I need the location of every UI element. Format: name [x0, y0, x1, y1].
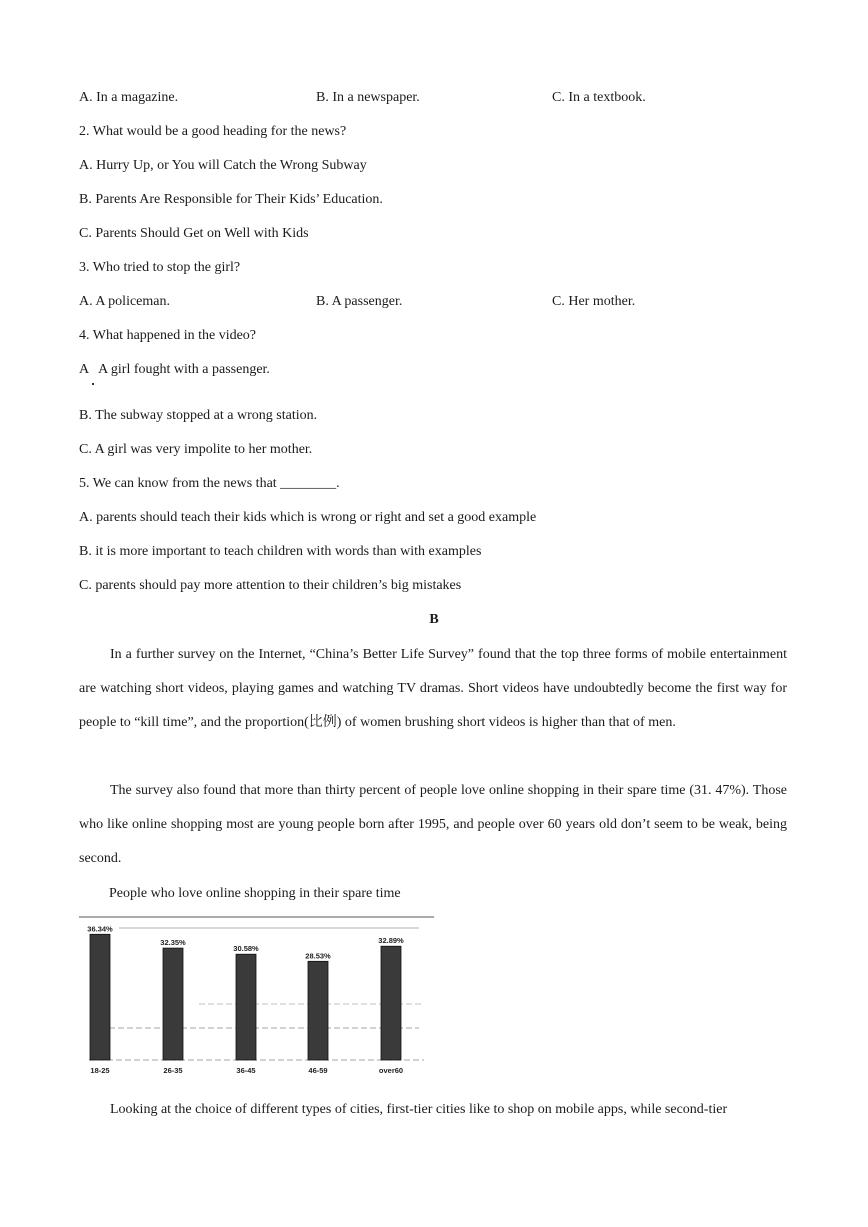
- q2-question: 2. What would be a good heading for the news?: [79, 124, 347, 139]
- chart-value-label: 32.35%: [160, 938, 186, 948]
- q4-option-c: C. A girl was very impolite to her mother.: [79, 442, 313, 457]
- q1-option-a: A. In a magazine.: [79, 90, 179, 105]
- chart-bar-36-45: [236, 954, 256, 1060]
- q2-option-a: A. Hurry Up, or You will Catch the Wrong Subway: [79, 158, 367, 173]
- q5-question: 5. We can know from the news that ________.: [79, 476, 340, 491]
- chart-caption: People who love online shopping in their spare time: [109, 886, 401, 901]
- chart-category-label: over60: [378, 1066, 404, 1075]
- q3-question: 3. Who tried to stop the girl?: [79, 260, 241, 275]
- stray-dot: [92, 383, 94, 385]
- q3-option-a: A. A policeman.: [79, 294, 170, 309]
- chart-bar-46-59: [308, 961, 328, 1060]
- q1-option-b: B. In a newspaper.: [316, 90, 420, 105]
- chart-category-label: 46-59: [308, 1066, 328, 1075]
- section-b-paragraph-1: [79, 638, 787, 740]
- chart-category-label: 36-45: [236, 1066, 256, 1075]
- chart-value-label: 28.53%: [305, 951, 331, 961]
- q4-option-a: A A girl fought with a passenger.: [79, 362, 270, 377]
- chart-category-label: 26-35: [163, 1066, 183, 1075]
- chart-category-labels: [90, 1066, 403, 1075]
- q2-option-c: C. Parents Should Get on Well with Kids: [79, 226, 309, 241]
- q3-option-b: B. A passenger.: [316, 294, 403, 309]
- chart-bar-18-25: [90, 934, 110, 1060]
- chart-value-label: 36.34%: [87, 924, 113, 934]
- chart-value-label: 32.89%: [378, 936, 404, 946]
- chart-category-label: 18-25: [90, 1066, 110, 1075]
- paragraph-2-text: The survey also found that more than thirty percent of people love online shopping in their spare time (31. 47%). Those who like online shopping most are young people born after 1995, and people over 60 years old don’t seem to be weak, being second.: [79, 783, 787, 866]
- online-shopping-bar-chart: [79, 914, 439, 1080]
- paragraph-1-text: In a further survey on the Internet, “China’s Better Life Survey” found that the top three forms of mobile entertainment are watching short videos, playing games and watching TV dramas. Short videos have undoubtedly become the first way for people to “kill time”, and the proportion(比例) of women brushing short videos is higher than that of men.: [79, 647, 787, 730]
- q5-option-b: B. it is more important to teach children with words than with examples: [79, 544, 482, 559]
- chart-bar-26-35: [163, 948, 183, 1060]
- chart-bar-over60: [381, 946, 401, 1060]
- q4-question: 4. What happened in the video?: [79, 328, 257, 343]
- paragraph-3-text: Looking at the choice of different types of cities, first-tier cities like to shop on mobile apps, while second-tier: [110, 1102, 728, 1117]
- q2-option-b: B. Parents Are Responsible for Their Kids’ Education.: [79, 192, 383, 207]
- q1-option-c: C. In a textbook.: [552, 90, 646, 105]
- q3-option-c: C. Her mother.: [552, 294, 636, 309]
- section-b-paragraph-2: [79, 774, 787, 876]
- section-b-paragraph-3: [79, 1093, 787, 1127]
- q5-option-a: A. parents should teach their kids which is wrong or right and set a good example: [79, 510, 537, 525]
- chart-value-label: 30.58%: [233, 944, 259, 954]
- q5-option-c: C. parents should pay more attention to their children’s big mistakes: [79, 578, 462, 593]
- section-b-heading: B: [429, 612, 439, 627]
- q4-option-b: B. The subway stopped at a wrong station.: [79, 408, 318, 423]
